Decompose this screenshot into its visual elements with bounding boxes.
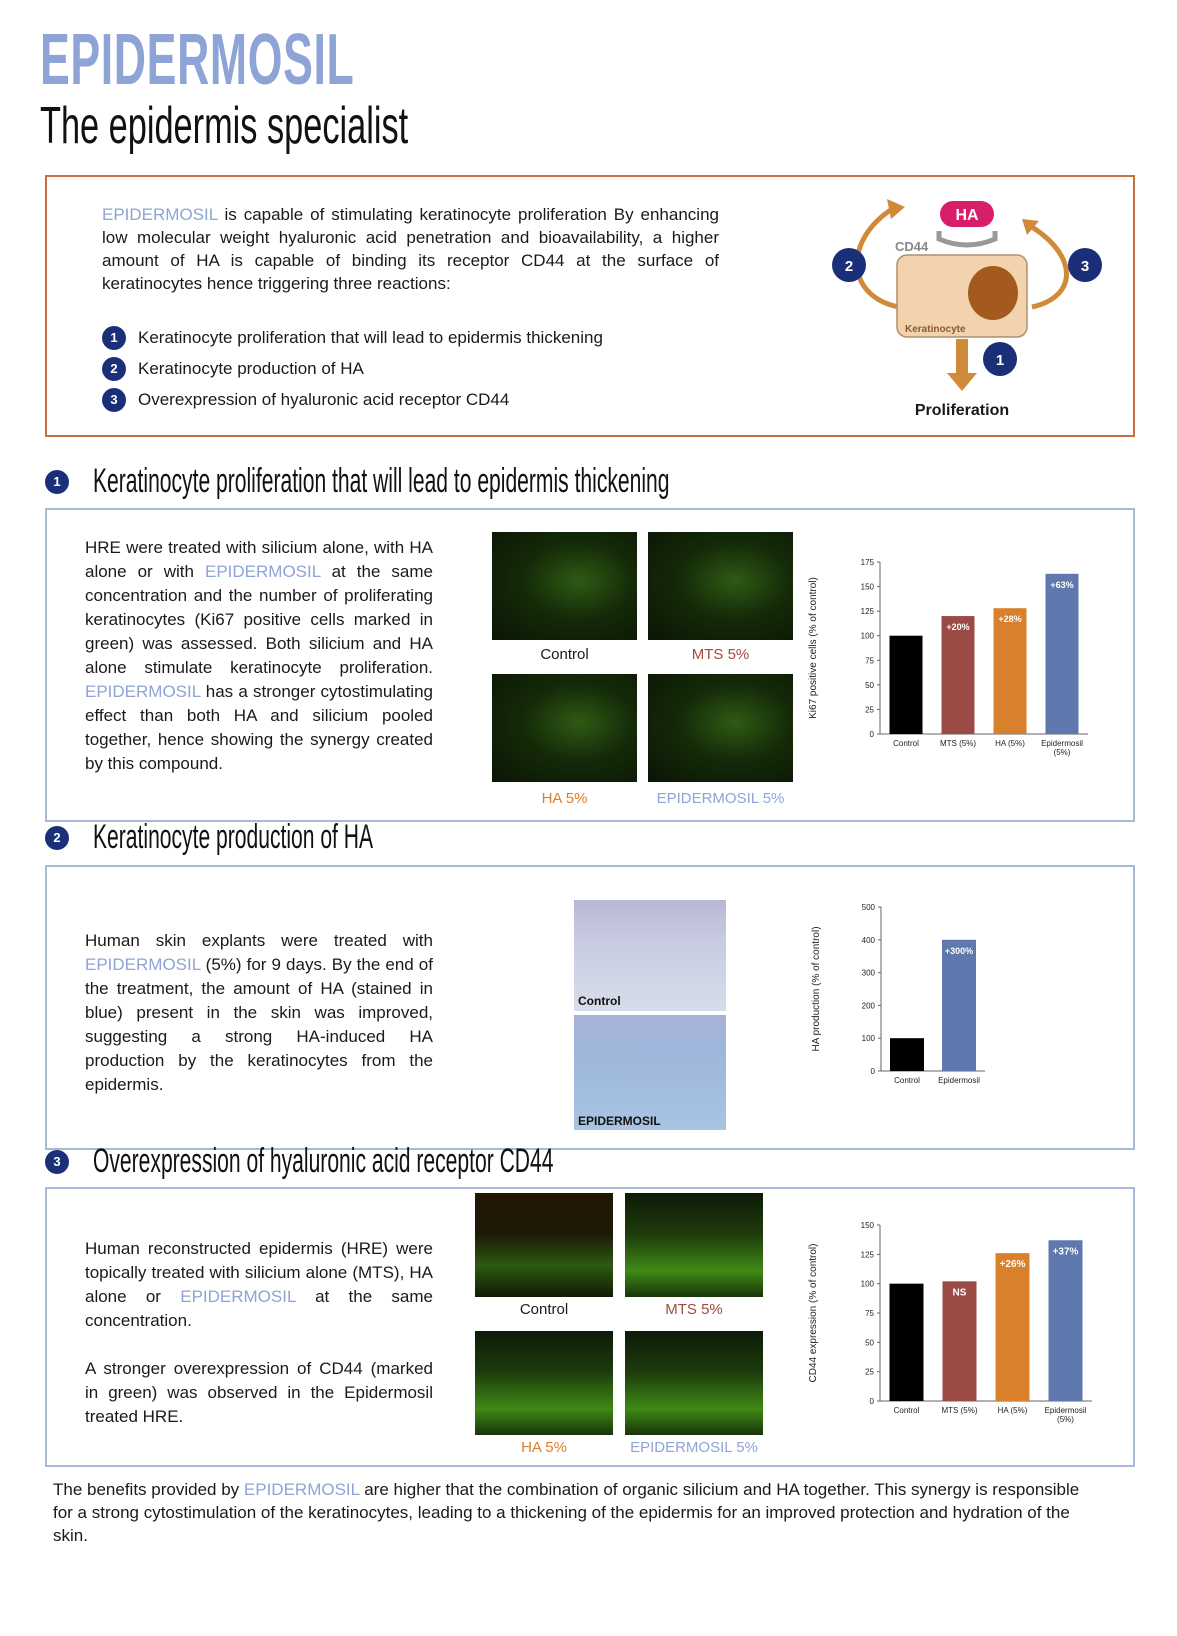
section2-brand: EPIDERMOSIL [85,955,201,974]
bar-data-label: +63% [1050,579,1074,590]
x-tick-label: (5%) [1057,1415,1074,1424]
footer-text-b: are higher that the combination of organic silicium and HA together. This synergy is responsible for a strong cytostimulation of the keratinocytes, leading to a thickening of the epidermis for an improved protection and hydration of the skin. [53,1480,1080,1545]
y-tick-label: 0 [869,1397,874,1406]
cd44-label: CD44 [895,239,929,254]
y-tick-label: 150 [860,582,874,592]
y-tick-label: 500 [861,903,875,912]
y-tick-label: 100 [860,1279,874,1289]
y-tick-label: 50 [865,680,874,690]
bar [1046,574,1079,734]
section3-heading [45,1142,836,1181]
y-axis-label: HA production (% of control) [811,926,822,1052]
y-tick-label: 75 [865,1309,874,1318]
x-tick-label: Epidermosil [1041,739,1083,748]
intro-brand: EPIDERMOSIL [102,205,218,224]
number-badge: 1 [102,326,126,350]
y-tick-label: 100 [860,631,874,641]
result-label: Proliferation [914,402,1010,419]
micrograph-epidermosil [648,674,793,782]
section1-title: Keratinocyte proliferation that will lead to epidermis thickening [93,462,670,500]
bar-data-label: +20% [946,622,970,633]
section1-text-b: at the same concentration and the number of proliferating keratinocytes (Ki67 positive cells marked in green) was assessed. Both silicium and HA alone stimulate keratinocyte proliferation. [85,562,433,677]
x-tick-label: (5%) [1053,748,1071,757]
bar [942,616,975,734]
bar-data-label: +26% [999,1259,1026,1271]
bar [890,1038,924,1071]
y-tick-label: 75 [865,656,874,666]
down-arrowhead [947,373,977,391]
reaction-item [102,322,603,353]
y-tick-label: 150 [860,1221,874,1230]
micrograph-ha [492,674,637,782]
ha-production-chart [805,887,1025,1102]
section1-text-c: has a stronger cytostimulating effect than both HA and silicium pooled together, hence showing the synergy created by this compound. [85,682,433,773]
cd44-chart [802,1211,1122,1443]
caption-histology-control: Control [578,994,621,1008]
reaction-label: Keratinocyte proliferation that will lead to epidermis thickening [138,327,603,347]
bar [994,608,1027,734]
caption-mts: MTS 5% [691,646,750,663]
reaction-item [102,353,603,384]
bar-data-label: +28% [998,614,1022,625]
x-tick-label: Control [893,1406,920,1415]
micrograph-control [492,532,637,640]
section3-text-b: at the same concentration. [85,1287,433,1330]
bar [943,1281,977,1401]
number-badge: 3 [102,388,126,412]
micrograph-mts [648,532,793,640]
y-tick-label: 25 [865,1367,874,1377]
cd44-micrograph-control [475,1193,613,1297]
section3-badge: 3 [45,1150,69,1174]
feedback-arrow-right [1032,227,1067,307]
section1-badge: 1 [45,470,69,494]
y-tick-label: 0 [870,1067,875,1076]
bar [942,940,976,1071]
section2-box [45,865,1135,1150]
caption-control: Control [540,646,589,663]
section3-brand: EPIDERMOSIL [180,1287,296,1306]
cell-label: Keratinocyte [905,324,966,335]
cd44-micrograph-mts [625,1193,763,1297]
histology-epidermosil [574,1015,726,1130]
section2-heading [45,818,545,857]
bar [1049,1240,1083,1401]
bar [996,1253,1030,1401]
x-tick-label: HA (5%) [995,739,1025,748]
y-axis-label: CD44 expression (% of control) [808,1243,819,1383]
intro-text: is capable of stimulating keratinocyte proliferation By enhancing low molecular weight hyaluronic acid penetration and bioavailability, a higher amount of HA is capable of binding its receptor CD44 at the surface of keratinocytes hence triggering three reactions: [102,205,719,293]
keratinocyte-diagram [817,187,1117,437]
section2-paragraph [85,929,433,1097]
y-tick-label: 125 [860,1250,874,1260]
section2-title: Keratinocyte production of HA [93,818,374,856]
section3-paragraph-a [85,1237,433,1333]
section1-paragraph [85,536,433,776]
ki67-chart [802,554,1122,784]
bar-data-label: +300% [944,945,974,956]
cd44-caption-epidermosil: EPIDERMOSIL 5% [630,1439,758,1456]
y-tick-label: 400 [861,935,875,945]
section2-text-a: Human skin explants were treated with [85,931,433,950]
cd44-receptor [939,231,995,245]
brand-title: EPIDERMOSIL [40,20,355,100]
down-arrow-shaft [956,339,968,375]
y-tick-label: 25 [865,705,874,715]
section3-paragraph-b: A stronger overexpression of CD44 (marked in green) was observed in the Epidermosil treated HRE. [85,1359,433,1426]
section2-text-b: (5%) for 9 days. By the end of the treatment, the amount of HA (stained in blue) present in the skin was improved, suggesting a strong HA-induced HA production by the keratinocytes from the epidermis. [85,955,433,1094]
footer-paragraph [53,1478,1093,1547]
reaction-list [102,322,603,415]
cd44-micrograph-epidermosil [625,1331,763,1435]
y-tick-label: 300 [861,968,875,978]
y-tick-label: 200 [861,1001,875,1011]
cd44-caption-ha: HA 5% [521,1439,567,1456]
page-subtitle: The epidermis specialist [40,97,409,155]
cd44-micrograph-ha [475,1331,613,1435]
footer-brand: EPIDERMOSIL [243,1480,360,1499]
section1-text-a: HRE were treated with silicium alone, with HA alone or with [85,538,433,581]
section1-heading [45,462,1023,501]
x-tick-label: Control [894,1076,920,1085]
intro-paragraph [102,203,719,295]
reaction-item [102,384,603,415]
ha-label: HA [955,207,979,224]
y-tick-label: 50 [865,1338,874,1348]
caption-histology-epidermosil: EPIDERMOSIL [578,1114,661,1128]
intro-box [45,175,1135,437]
y-tick-label: 175 [860,558,874,567]
x-tick-label: HA (5%) [997,1406,1028,1415]
section1-box [45,508,1135,822]
bar [890,636,923,734]
x-tick-label: Epidermosil [1044,1406,1087,1415]
section1-brand-b: EPIDERMOSIL [85,682,201,701]
y-axis-label: Ki67 positive cells (% of control) [808,577,819,719]
section3-text-a: Human reconstructed epidermis (HRE) were topically treated with silicium alone (MTS), HA alone or [85,1239,433,1306]
nucleus [968,266,1018,320]
bar-data-label: NS [952,1287,967,1299]
bar-data-label: +37% [1052,1246,1079,1258]
x-tick-label: MTS (5%) [941,1406,978,1415]
x-tick-label: Epidermosil [938,1076,980,1085]
badge-1-label: 1 [995,352,1005,369]
reaction-label: Keratinocyte production of HA [138,358,364,378]
caption-ha: HA 5% [541,790,588,807]
footer-text-a: The benefits provided by [53,1480,240,1499]
bar [890,1284,924,1401]
number-badge: 2 [102,357,126,381]
cd44-caption-control: Control [519,1301,569,1318]
arrowhead-left [887,199,905,219]
section3-title: Overexpression of hyaluronic acid receptor CD44 [93,1142,554,1180]
section1-brand-a: EPIDERMOSIL [204,562,321,581]
section3-box [45,1187,1135,1467]
y-tick-label: 0 [869,730,874,739]
caption-epidermosil: EPIDERMOSIL 5% [656,790,785,807]
x-tick-label: Control [893,739,919,748]
section2-badge: 2 [45,826,69,850]
badge-2-label: 2 [844,258,854,275]
cd44-caption-mts: MTS 5% [665,1301,723,1318]
x-tick-label: MTS (5%) [940,739,976,748]
y-tick-label: 125 [860,607,874,617]
reaction-label: Overexpression of hyaluronic acid receptor CD44 [138,389,510,409]
y-tick-label: 100 [861,1034,875,1044]
badge-3-label: 3 [1080,258,1090,275]
